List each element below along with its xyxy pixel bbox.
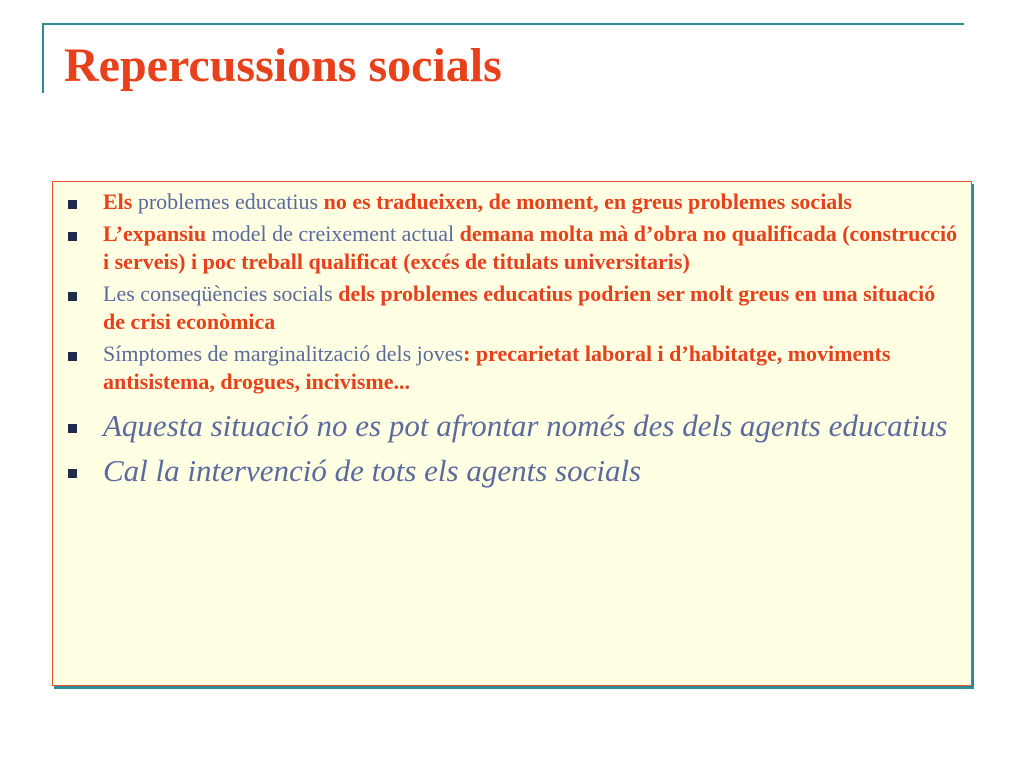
bullet-text-segment: : precarietat laboral i d’habitatge, moviments antisistema, drogues, incivisme... [103, 341, 891, 394]
bullet-item [65, 451, 959, 490]
bullet-text-segment: problemes educatius [137, 189, 319, 214]
square-bullet-icon [68, 352, 77, 361]
frame-top-line [42, 23, 964, 25]
square-bullet-icon [68, 200, 77, 209]
slide-title: Repercussions socials [64, 39, 502, 92]
bullet-list [65, 188, 959, 494]
square-bullet-icon [68, 424, 77, 433]
bullet-text-segment: dels problemes educatius podrien ser molt greus en una situació de crisi econòmica [103, 281, 936, 334]
bullet-text-segment: no es tradueixen, de moment, en greus problemes socials [318, 189, 852, 214]
square-bullet-icon [68, 292, 77, 301]
bullet-text-segment: L’expansiu [103, 221, 212, 246]
bullet-text-segment: Símptomes de marginalització dels joves [103, 341, 464, 366]
bullet-text-segment: Les conseqüències socials [103, 281, 333, 306]
bullet-text-segment: model de creixement actual [211, 221, 455, 246]
bullet-item [65, 188, 959, 216]
bullet-text-segment: demana molta mà d’obra no qualificada (construcció i serveis) i poc treball qualificat (excés de titulats universitaris) [103, 221, 958, 274]
bullet-item [65, 220, 959, 276]
bullet-item [65, 280, 959, 336]
bullet-item [65, 340, 959, 396]
bullet-text-segment: Aquesta situació no es pot afrontar només des dels agents educatius [103, 408, 948, 443]
square-bullet-icon [68, 232, 77, 241]
bullet-item [65, 406, 959, 445]
bullet-text-segment: Cal la intervenció de tots els agents socials [103, 453, 642, 488]
frame-left-line [42, 23, 44, 93]
square-bullet-icon [68, 469, 77, 478]
bullet-text-segment: Els [103, 189, 138, 214]
content-box [52, 181, 972, 686]
